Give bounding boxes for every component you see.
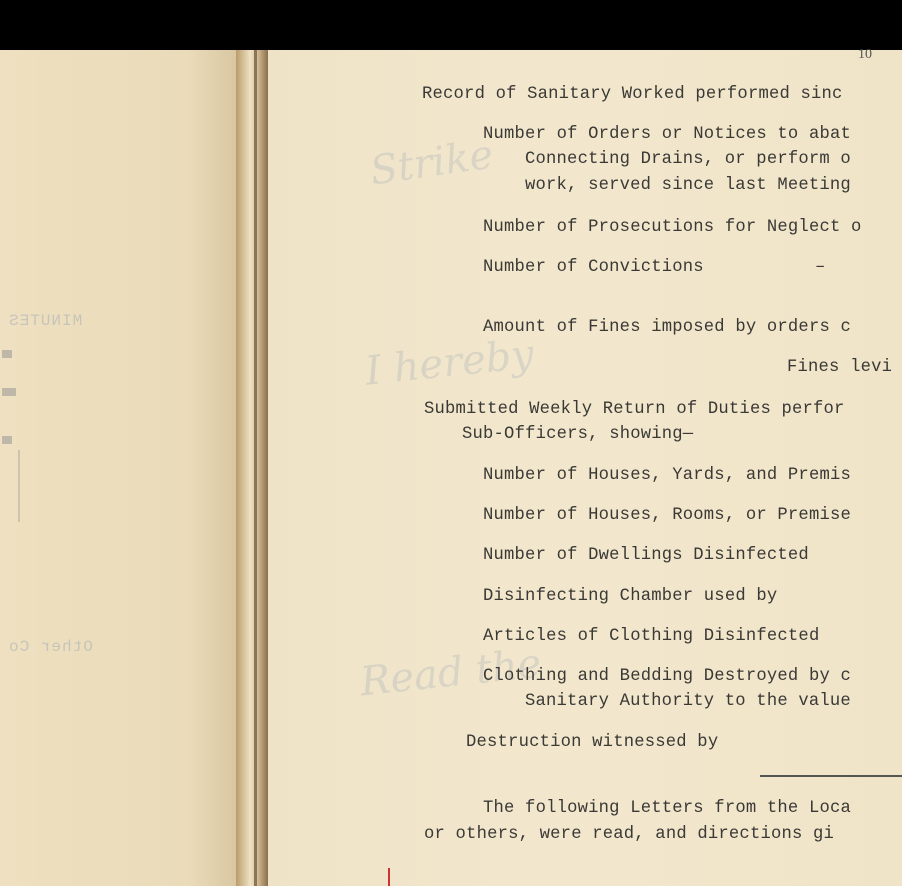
bleed-through-other: Other Co (8, 638, 93, 656)
signature-rule (760, 775, 902, 777)
dwellings-line: Number of Dwellings Disinfected (483, 546, 809, 565)
orders-line-2: Connecting Drains, or perform o (525, 150, 851, 169)
bleed-mark (2, 350, 12, 358)
houses-rooms-line: Number of Houses, Rooms, or Premise (483, 506, 851, 525)
letters-line-2: or others, were read, and directions gi (424, 825, 835, 844)
bleed-mark (2, 436, 12, 444)
prosecutions-line: Number of Prosecutions for Neglect o (483, 218, 862, 237)
destruction-line: Destruction witnessed by (466, 733, 719, 752)
book-gutter (236, 50, 268, 886)
convictions-line: Number of Convictions (483, 258, 704, 277)
handwriting-bleed: Strike (367, 131, 496, 195)
fines-levied-line: Fines levi (787, 358, 893, 377)
page-number: 10 (858, 47, 872, 62)
handwriting-bleed: I hereby (363, 331, 536, 395)
clothing-line: Articles of Clothing Disinfected (483, 627, 820, 646)
orders-line-3: work, served since last Meeting (525, 176, 851, 195)
weekly-return-line-1: Submitted Weekly Return of Duties perfor (424, 400, 845, 419)
bleed-stroke (18, 450, 20, 522)
book-spine-edge (254, 50, 257, 886)
top-black-border (0, 0, 902, 50)
record-heading: Record of Sanitary Worked performed sinc (422, 85, 843, 104)
houses-yards-line: Number of Houses, Yards, and Premis (483, 466, 851, 485)
convictions-dash: – (815, 258, 826, 277)
orders-line-1: Number of Orders or Notices to abat (483, 125, 851, 144)
bleed-through-minutes: MINUTES (8, 312, 83, 330)
bleed-mark (2, 388, 16, 396)
handwriting-bleed: Read the (358, 640, 544, 706)
left-page (0, 50, 236, 886)
destroyed-line-2: Sanitary Authority to the value (525, 692, 851, 711)
destroyed-line-1: Clothing and Bedding Destroyed by c (483, 667, 851, 686)
red-margin-mark (388, 868, 390, 886)
letters-line-1: The following Letters from the Loca (483, 799, 851, 818)
weekly-return-line-2: Sub-Officers, showing— (462, 425, 694, 444)
fines-amount-line: Amount of Fines imposed by orders c (483, 318, 851, 337)
chamber-line: Disinfecting Chamber used by (483, 587, 778, 606)
